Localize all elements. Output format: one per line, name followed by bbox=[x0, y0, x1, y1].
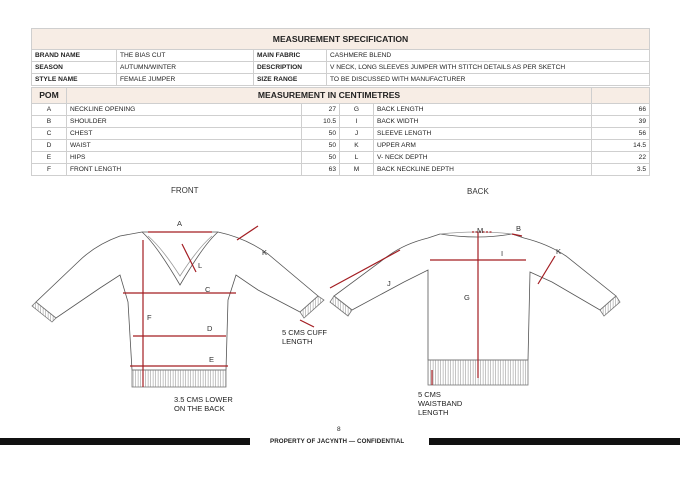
spec-value: AUTUMN/WINTER bbox=[117, 62, 254, 74]
table-cell: B bbox=[32, 116, 67, 128]
back-sketch bbox=[330, 232, 620, 385]
label-B: B bbox=[516, 224, 522, 233]
table-cell: F bbox=[32, 164, 67, 176]
label-J: J bbox=[387, 279, 391, 288]
lower-back-note: 3.5 CMS LOWER ON THE BACK bbox=[174, 395, 233, 413]
label-K-back: K bbox=[556, 247, 562, 256]
measurement-title: MEASUREMENT IN CENTIMETRES bbox=[67, 88, 592, 104]
label-C: C bbox=[205, 285, 211, 294]
table-cell: 63 bbox=[302, 164, 340, 176]
table-cell: HIPS bbox=[67, 152, 302, 164]
table-cell: 10.5 bbox=[302, 116, 340, 128]
front-sketch bbox=[32, 232, 324, 387]
label-D: D bbox=[207, 324, 213, 333]
page-number: 8 bbox=[337, 426, 341, 433]
back-view-label: BACK bbox=[467, 187, 489, 196]
spec-key: MAIN FABRIC bbox=[254, 50, 327, 62]
table-cell: BACK NECKLINE DEPTH bbox=[374, 164, 592, 176]
table-cell: J bbox=[340, 128, 374, 140]
footer-text: PROPERTY OF JACYNTH — CONFIDENTIAL bbox=[270, 438, 405, 445]
footer-bar-right bbox=[429, 438, 680, 445]
table-cell: BACK WIDTH bbox=[374, 116, 592, 128]
table-cell: 22 bbox=[592, 152, 650, 164]
label-F: F bbox=[147, 313, 152, 322]
table-cell: SHOULDER bbox=[67, 116, 302, 128]
spec-value: V NECK, LONG SLEEVES JUMPER WITH STITCH DETAILS AS PER SKETCH bbox=[327, 62, 650, 74]
table-cell: 56 bbox=[592, 128, 650, 140]
table-cell: BACK LENGTH bbox=[374, 104, 592, 116]
table-cell: M bbox=[340, 164, 374, 176]
table-cell: 3.5 bbox=[592, 164, 650, 176]
spec-title: MEASUREMENT SPECIFICATION bbox=[32, 29, 650, 50]
table-cell: 39 bbox=[592, 116, 650, 128]
table-cell: E bbox=[32, 152, 67, 164]
table-cell: V- NECK DEPTH bbox=[374, 152, 592, 164]
label-A: A bbox=[177, 219, 183, 228]
spec-key: BRAND NAME bbox=[32, 50, 117, 62]
footer-bar-left bbox=[0, 438, 250, 445]
table-cell: I bbox=[340, 116, 374, 128]
table-cell: 50 bbox=[302, 152, 340, 164]
spec-key: DESCRIPTION bbox=[254, 62, 327, 74]
spec-value: CASHMERE BLEND bbox=[327, 50, 650, 62]
table-cell: 50 bbox=[302, 128, 340, 140]
table-cell: A bbox=[32, 104, 67, 116]
table-cell: SLEEVE LENGTH bbox=[374, 128, 592, 140]
label-I: I bbox=[501, 249, 504, 258]
label-M: M bbox=[477, 226, 484, 235]
table-cell: NECKLINE OPENING bbox=[67, 104, 302, 116]
table-cell: FRONT LENGTH bbox=[67, 164, 302, 176]
table-cell: UPPER ARM bbox=[374, 140, 592, 152]
table-cell: CHEST bbox=[67, 128, 302, 140]
spec-value: THE BIAS CUT bbox=[117, 50, 254, 62]
label-L: L bbox=[198, 261, 203, 270]
table-cell: D bbox=[32, 140, 67, 152]
waistband-note: 5 CMS WAISTBAND LENGTH bbox=[418, 390, 463, 417]
spec-key: STYLE NAME bbox=[32, 74, 117, 86]
cuff-note: 5 CMS CUFF LENGTH bbox=[282, 328, 327, 346]
table-cell: 66 bbox=[592, 104, 650, 116]
spec-key: SEASON bbox=[32, 62, 117, 74]
table-cell: 27 bbox=[302, 104, 340, 116]
label-G: G bbox=[464, 293, 470, 302]
table-cell: C bbox=[32, 128, 67, 140]
label-K-front: K bbox=[262, 248, 268, 257]
table-cell: L bbox=[340, 152, 374, 164]
table-cell: K bbox=[340, 140, 374, 152]
front-view-label: FRONT bbox=[171, 186, 199, 195]
table-cell: WAIST bbox=[67, 140, 302, 152]
pom-header: POM bbox=[32, 88, 67, 104]
table-cell: 50 bbox=[302, 140, 340, 152]
front-measure-lines bbox=[123, 226, 314, 387]
label-E: E bbox=[209, 355, 215, 364]
table-cell: G bbox=[340, 104, 374, 116]
spec-value: FEMALE JUMPER bbox=[117, 74, 254, 86]
spec-value: TO BE DISCUSSED WITH MANUFACTURER bbox=[327, 74, 650, 86]
table-cell: 14.5 bbox=[592, 140, 650, 152]
spec-key: SIZE RANGE bbox=[254, 74, 327, 86]
